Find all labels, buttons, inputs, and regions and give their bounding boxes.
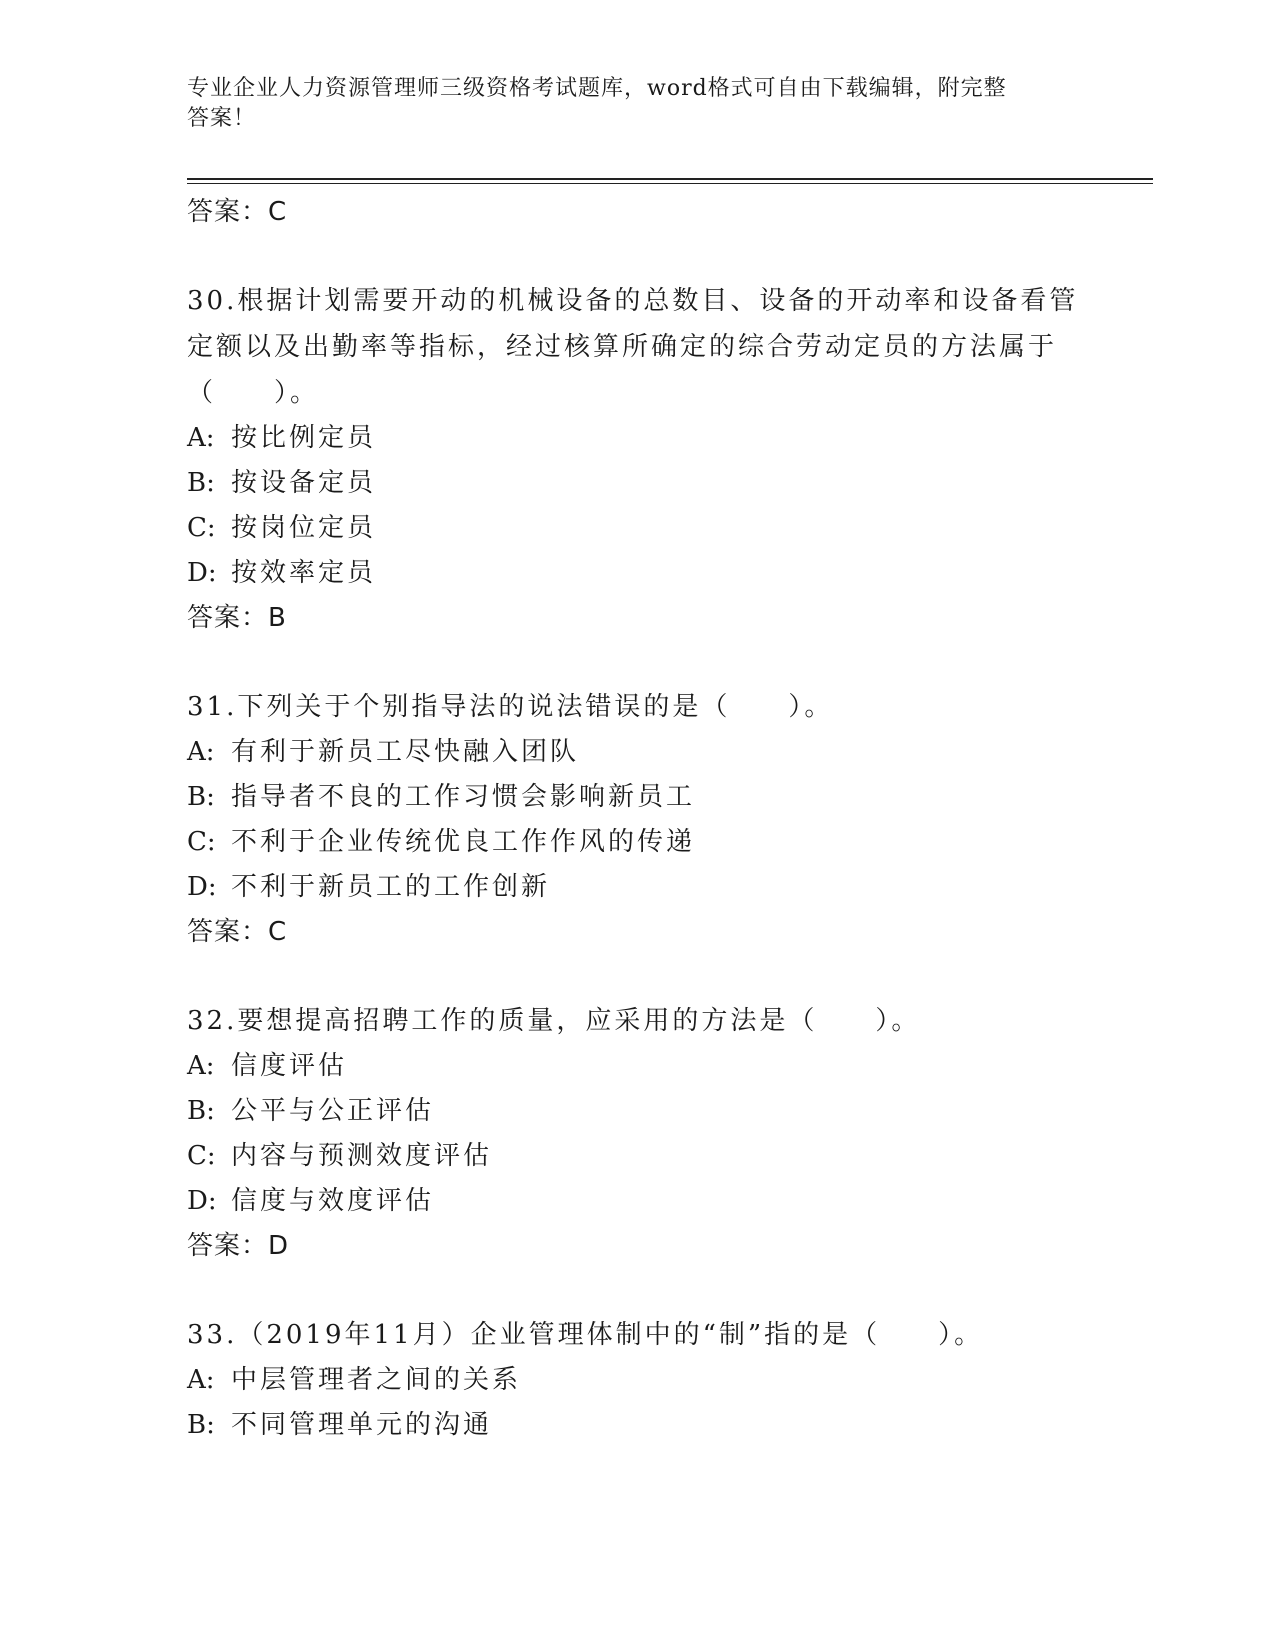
header-divider-thin: [187, 183, 1153, 184]
option-text: 内容与预测效度评估: [231, 1141, 493, 1171]
spacer: [187, 640, 1087, 684]
option-c: [187, 820, 1087, 865]
option-key: B:: [187, 1096, 215, 1126]
option-a: [187, 730, 1087, 775]
option-b: [187, 775, 1087, 820]
question-block: [187, 1312, 1087, 1448]
option-text: 按岗位定员: [231, 513, 377, 543]
question-text: 32.要想提高招聘工作的质量，应采用的方法是（ ）。: [187, 1006, 921, 1036]
question-block: [187, 998, 1087, 1268]
question-text: （ ）。: [187, 378, 320, 408]
spacer: [187, 234, 1087, 278]
option-d: [187, 551, 1087, 596]
question-text: 30.根据计划需要开动的机械设备的总数目、设备的开动率和设备看管: [187, 286, 1079, 316]
option-key: C:: [187, 513, 216, 543]
header-line-1: 专业企业人力资源管理师三级资格考试题库，word格式可自由下载编辑，附完整: [187, 76, 1007, 101]
option-key: A:: [187, 1051, 215, 1081]
answer-line: 答案：C: [187, 917, 288, 947]
option-text: 不同管理单元的沟通: [231, 1410, 493, 1440]
option-key: D:: [187, 558, 217, 588]
spacer: [187, 954, 1087, 998]
question-block: [187, 684, 1087, 954]
option-key: B:: [187, 782, 215, 812]
option-b: [187, 461, 1087, 506]
header-line-2: 答案！: [187, 106, 257, 131]
question-text: 31.下列关于个别指导法的说法错误的是（ ）。: [187, 692, 834, 722]
option-key: B:: [187, 1410, 215, 1440]
answer-line: 答案：D: [187, 1231, 290, 1261]
option-text: 不利于新员工的工作创新: [231, 872, 551, 902]
question-list: [187, 190, 1087, 1448]
question-text: 定额以及出勤率等指标，经过核算所确定的综合劳动定员的方法属于: [187, 332, 1058, 362]
option-text: 按设备定员: [231, 468, 377, 498]
question-text: 33.（2019年11月）企业管理体制中的“制”指的是（ ）。: [187, 1320, 984, 1350]
question-block: [187, 278, 1087, 640]
option-key: C:: [187, 1141, 216, 1171]
option-d: [187, 865, 1087, 910]
page-header: [187, 74, 1067, 134]
option-key: A:: [187, 1365, 215, 1395]
option-text: 信度评估: [231, 1051, 348, 1081]
option-key: C:: [187, 827, 216, 857]
option-text: 指导者不良的工作习惯会影响新员工: [231, 782, 696, 812]
option-text: 按效率定员: [231, 558, 377, 588]
option-text: 中层管理者之间的关系: [231, 1365, 522, 1395]
option-a: [187, 416, 1087, 461]
option-key: A:: [187, 737, 215, 767]
option-text: 信度与效度评估: [231, 1186, 435, 1216]
option-key: D:: [187, 1186, 217, 1216]
option-text: 不利于企业传统优良工作作风的传递: [231, 827, 696, 857]
spacer: [187, 1268, 1087, 1312]
answer-line: 答案：C: [187, 197, 288, 227]
option-text: 有利于新员工尽快融入团队: [231, 737, 580, 767]
option-text: 公平与公正评估: [231, 1096, 435, 1126]
option-c: [187, 506, 1087, 551]
option-key: D:: [187, 872, 217, 902]
option-a: [187, 1358, 1087, 1403]
header-divider-thick: [187, 178, 1153, 180]
option-c: [187, 1134, 1087, 1179]
option-text: 按比例定员: [231, 423, 377, 453]
option-key: A:: [187, 423, 215, 453]
option-b: [187, 1089, 1087, 1134]
answer-line: 答案：B: [187, 603, 287, 633]
option-key: B:: [187, 468, 215, 498]
option-b: [187, 1403, 1087, 1448]
option-a: [187, 1044, 1087, 1089]
option-d: [187, 1179, 1087, 1224]
